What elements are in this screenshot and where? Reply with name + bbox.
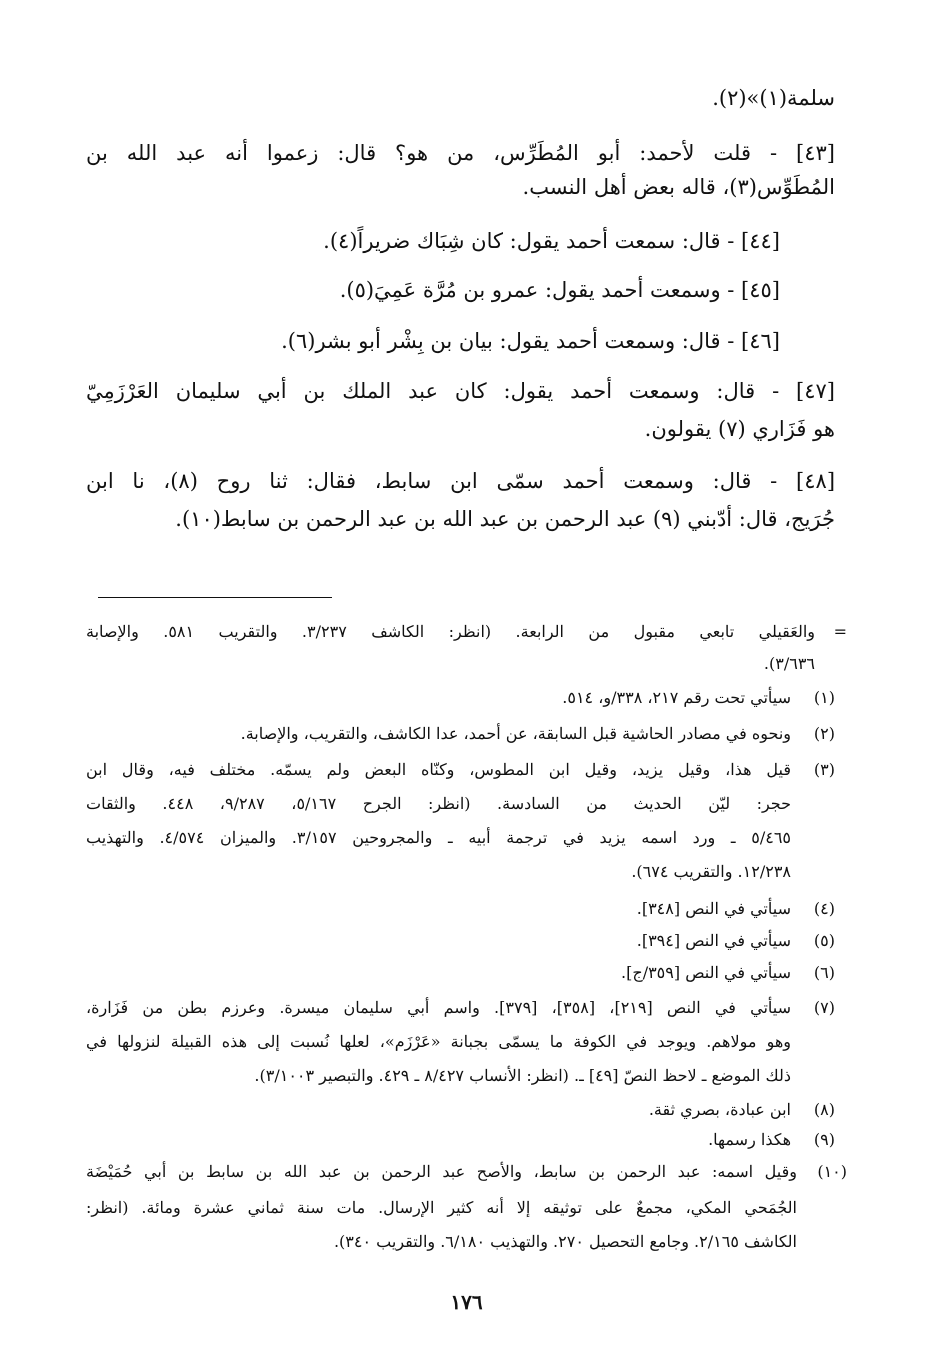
footnote-number: (٨) <box>813 1100 835 1119</box>
footnote-number: (٦) <box>813 963 835 982</box>
footnote-text: وقيل اسمه: عبد الرحمن بن سابط، والأصح عبد الرحمن بن عبد الله بن سابط بن أبي حُمَيْضَة <box>86 1162 797 1181</box>
footnote-text: حجر: ليّن الحديث من السادسة. (انظر: الجرح ٥/١٦٧، ٩/٢٨٧، ٤٤٨. والثقات <box>86 794 792 813</box>
footnote-number: (٥) <box>813 931 835 950</box>
entry-47-line: [٤٧] - قال: وسمعت أحمد يقول: كان عبد الملك بن أبي سليمان العَرْزَمِيّ <box>86 379 835 403</box>
footnote-text: قيل هذا، وقيل يزيد، وقيل ابن المطوس، وكنّاه البعض ولم يسمّه. مختلف فيه، وقال ابن <box>86 760 791 779</box>
footnote-text: ٥/٤٦٥ ـ ورد اسمه يزيد في ترجمة أبيه ـ والمجروحين ٣/١٥٧. والميزان ٤/٥٧٤. والتهذيب <box>86 828 791 847</box>
footnote-number: (٧) <box>813 998 835 1017</box>
footnote-text: سيأتي في النص [٣٤٨]. <box>636 899 791 918</box>
footnote-text: الكاشف ٢/١٦٥. وجامع التحصيل ٢٧٠. والتهذيب ٦/١٨٠. والتقريب ٣٤٠). <box>333 1232 797 1251</box>
footnote-number: (٢) <box>813 724 835 743</box>
entry-43-line: المُطَوِّس(٣)، قاله بعض أهل النسب. <box>522 175 835 199</box>
footnote-text: ٣/٦٣٦). <box>763 654 815 673</box>
footnote-text: سيأتي تحت رقم ٢١٧، ٣٣٨/و، ٥١٤. <box>562 688 791 707</box>
footnote-text: ١٢/٢٣٨. والتقريب ٦٧٤). <box>631 862 791 881</box>
footnote-text: ابن عبادة، بصري ثقة. <box>648 1100 791 1119</box>
footnote-number: (٩) <box>813 1130 835 1149</box>
footnote-text: والعَقيلي تابعي مقبول من الرابعة. (انظر: الكاشف ٣/٢٣٧. والتقريب ٥٨١. والإصابة <box>86 622 816 641</box>
text-line: سلمة(١)»(٢). <box>712 86 835 110</box>
footnote-text: سيأتي في النص [٢١٩]، [٣٥٨]، [٣٧٩]. واسم أبي سليمان ميسرة. وعرزم بطن من فَزَارة، <box>86 998 792 1017</box>
footnote-text: ونحوه في مصادر الحاشية قبل السابقة، عن أحمد، عدا الكاشف، والتقريب، والإصابة. <box>240 724 791 743</box>
footnote-separator <box>98 597 332 598</box>
footnote-number: (١٠) <box>817 1162 847 1181</box>
entry-48-line: جُرَيج، قال: أدّبني (٩) عبد الرحمن بن عبد الله بن عبد الرحمن بن سابط(١٠). <box>175 507 835 531</box>
page-number: ١٧٦ <box>450 1290 483 1314</box>
entry-46: [٤٦] - قال: وسمعت أحمد يقول: بيان بن بِشْر أبو بشر(٦). <box>281 329 780 353</box>
footnote-text: سيأتي في النص [٣٥٩/ج]. <box>621 963 791 982</box>
footnote-text: هكذا رسمها. <box>708 1130 791 1149</box>
footnote-marker: = <box>833 622 847 641</box>
footnote-text: سيأتي في النص [٣٩٤]. <box>636 931 791 950</box>
entry-43-line: [٤٣] - قلت لأحمد: أبو المُطَرِّس، من هو؟ قال: زعموا أنه عبد الله بن <box>86 141 835 165</box>
entry-45: [٤٥] - وسمعت أحمد يقول: عمرو بن مُرَّة عَمِيَ(٥). <box>339 278 780 302</box>
footnote-text: وهو مولاهم. ويوجد في الكوفة ما يسمّى بجبانة «عَرْزَم»، لعلها نُسبت إلى هذه القبيلة لنزولها في <box>86 1032 791 1051</box>
footnote-number: (٤) <box>813 899 835 918</box>
footnote-text: ذلك الموضع ـ لاحظ النصّ [٤٩] ـ. (انظر: الأنساب ٨/٤٢٧ ـ ٤٢٩. والتبصير ٣/١٠٠٣). <box>254 1066 791 1085</box>
footnote-text: الجُمَحي المكي، مجمعٌ على توثيقه إلا أنه كثير الإرسال. مات سنة ثماني عشرة ومائة. (انظر: <box>86 1198 797 1217</box>
footnote-number: (١) <box>813 688 835 707</box>
entry-48-line: [٤٨] - قال: وسمعت أحمد سمّى ابن سابط، فقال: ثنا روح (٨)، نا ابن <box>86 469 836 493</box>
entry-44: [٤٤] - قال: سمعت أحمد يقول: كان شِبَاك ضريراً(٤). <box>323 229 780 253</box>
entry-47-line: هو فَزَاري (٧) يقولون. <box>644 417 835 441</box>
footnote-number: (٣) <box>813 760 835 779</box>
